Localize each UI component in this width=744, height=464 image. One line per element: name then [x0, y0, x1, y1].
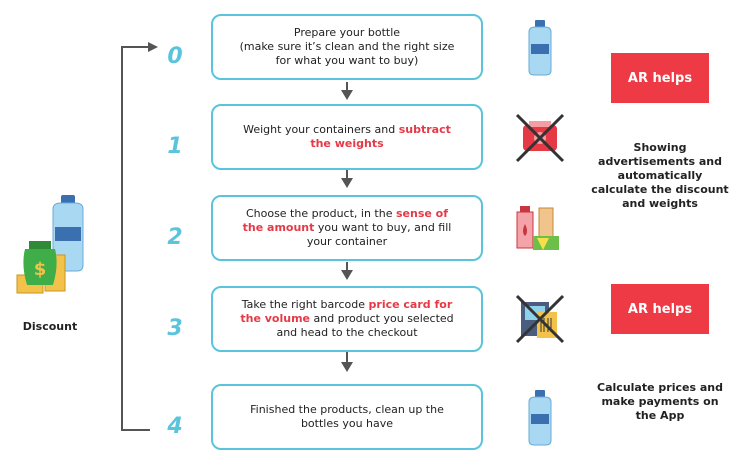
step-text-part: Weight your containers and	[243, 123, 399, 136]
step-text-part: Prepare your bottle (make sure it’s clean and the right size for what you want to buy)	[239, 26, 455, 67]
step-number-2: 2	[167, 225, 183, 250]
groceries-icon	[515, 204, 561, 254]
discount-illustration	[15, 195, 95, 305]
step-text-part: Finished the products, clean up the bottles you have	[250, 403, 444, 430]
step-highlight-text: price card for the volume	[240, 298, 453, 325]
barcode-crossed-icon	[515, 294, 565, 344]
water-bottle-icon	[525, 20, 555, 76]
step-text-part: Take the right barcode	[241, 298, 369, 311]
step-highlight-text: subtract the weights	[310, 123, 451, 150]
step-text	[240, 26, 455, 68]
ar-helps-button[interactable]: AR helps	[611, 284, 709, 334]
step-number-1: 1	[167, 134, 183, 159]
discount-label: Discount	[22, 320, 78, 333]
step-text-part: and product you selected and head to the checkout	[276, 312, 454, 339]
step-text	[240, 298, 453, 340]
step-text	[250, 403, 444, 431]
note-payments: Calculate prices and make payments on the App	[597, 381, 723, 422]
step-text	[243, 123, 451, 151]
ar-helps-button[interactable]: AR helps	[611, 53, 709, 103]
step-highlight-text: sense of the amount	[242, 207, 449, 234]
scale-crossed-icon	[515, 113, 565, 163]
step-box-4	[211, 384, 483, 450]
step-text	[243, 207, 452, 249]
step-text-part: you want to buy, and fill your container	[306, 221, 452, 248]
step-number-3: 3	[167, 316, 183, 341]
step-box-1	[211, 104, 483, 170]
step-number-4: 4	[167, 414, 183, 439]
svg-text:$: $	[33, 259, 47, 280]
water-bottle-icon	[525, 390, 555, 446]
step-box-0	[211, 14, 483, 80]
note-advertisements: Showing advertisements and automatically calculate the discount and weights	[591, 141, 729, 210]
step-text-part: Choose the product, in the	[245, 207, 396, 220]
step-box-3	[211, 286, 483, 352]
step-box-2	[211, 195, 483, 261]
step-number-0: 0	[167, 44, 183, 69]
